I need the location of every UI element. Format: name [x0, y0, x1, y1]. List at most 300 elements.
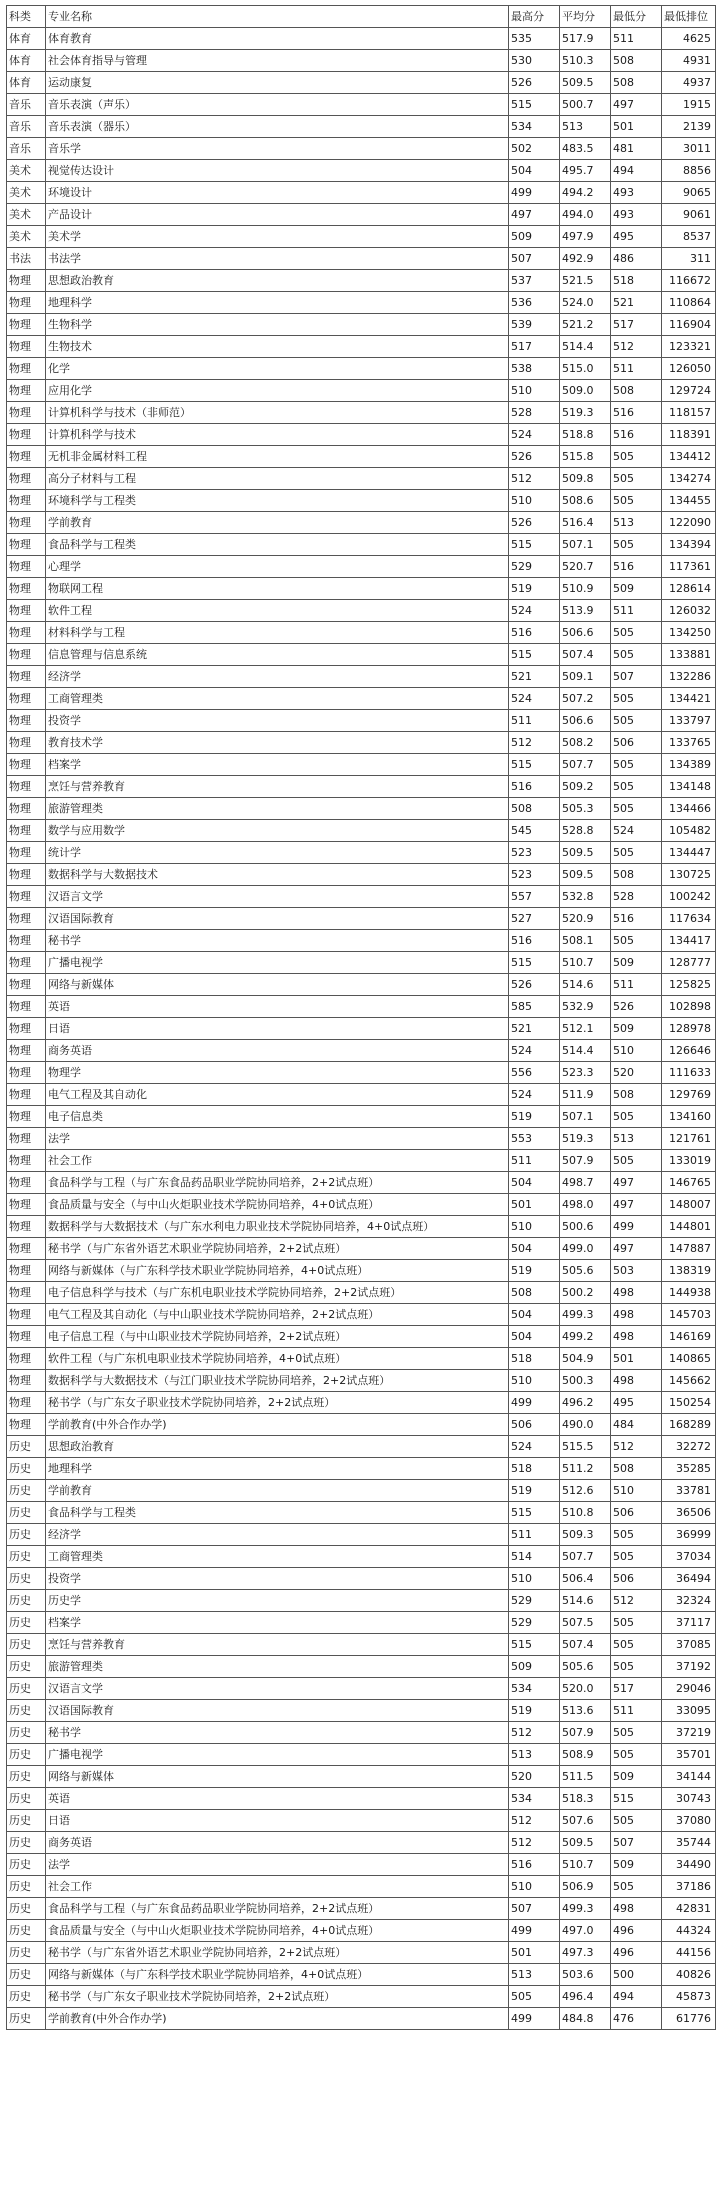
cell-category: 物理	[7, 732, 46, 754]
cell-major: 学前教育	[46, 1480, 509, 1502]
header-avg-score: 平均分	[560, 6, 611, 28]
cell-category: 历史	[7, 1920, 46, 1942]
cell-max-score: 515	[509, 754, 560, 776]
cell-major: 汉语国际教育	[46, 908, 509, 930]
cell-min-score: 498	[611, 1326, 662, 1348]
cell-major: 广播电视学	[46, 952, 509, 974]
cell-major: 汉语言文学	[46, 1678, 509, 1700]
cell-avg-score: 520.9	[560, 908, 611, 930]
cell-category: 物理	[7, 1348, 46, 1370]
cell-avg-score: 499.3	[560, 1304, 611, 1326]
cell-major: 旅游管理类	[46, 1656, 509, 1678]
cell-max-score: 516	[509, 930, 560, 952]
cell-max-score: 499	[509, 1920, 560, 1942]
cell-avg-score: 518.3	[560, 1788, 611, 1810]
cell-max-score: 511	[509, 710, 560, 732]
cell-category: 物理	[7, 710, 46, 732]
cell-min-rank: 4931	[662, 50, 716, 72]
cell-min-score: 512	[611, 1590, 662, 1612]
cell-major: 数据科学与大数据技术（与广东水利电力职业技术学院协同培养，4+0试点班）	[46, 1216, 509, 1238]
cell-avg-score: 507.9	[560, 1150, 611, 1172]
cell-max-score: 534	[509, 116, 560, 138]
table-row	[7, 1436, 716, 1458]
cell-avg-score: 513.6	[560, 1700, 611, 1722]
table-row	[7, 292, 716, 314]
cell-avg-score: 523.3	[560, 1062, 611, 1084]
cell-major: 学前教育(中外合作办学)	[46, 2008, 509, 2030]
cell-min-score: 505	[611, 842, 662, 864]
cell-avg-score: 496.4	[560, 1986, 611, 2008]
cell-major: 食品科学与工程类	[46, 1502, 509, 1524]
cell-avg-score: 509.1	[560, 666, 611, 688]
table-row	[7, 1150, 716, 1172]
cell-major: 数据科学与大数据技术	[46, 864, 509, 886]
cell-min-score: 516	[611, 402, 662, 424]
cell-min-rank: 40826	[662, 1964, 716, 1986]
cell-avg-score: 500.2	[560, 1282, 611, 1304]
cell-avg-score: 521.5	[560, 270, 611, 292]
cell-min-score: 493	[611, 204, 662, 226]
cell-max-score: 509	[509, 1656, 560, 1678]
cell-max-score: 518	[509, 1458, 560, 1480]
cell-max-score: 515	[509, 952, 560, 974]
table-row	[7, 952, 716, 974]
cell-max-score: 553	[509, 1128, 560, 1150]
cell-min-score: 497	[611, 1238, 662, 1260]
table-row	[7, 468, 716, 490]
cell-min-rank: 132286	[662, 666, 716, 688]
table-row	[7, 1348, 716, 1370]
cell-major: 商务英语	[46, 1040, 509, 1062]
cell-avg-score: 507.4	[560, 1634, 611, 1656]
cell-min-rank: 125825	[662, 974, 716, 996]
cell-major: 视觉传达设计	[46, 160, 509, 182]
table-row	[7, 226, 716, 248]
cell-min-score: 505	[611, 1876, 662, 1898]
cell-min-rank: 42831	[662, 1898, 716, 1920]
cell-min-score: 507	[611, 666, 662, 688]
cell-max-score: 505	[509, 1986, 560, 2008]
cell-min-rank: 117634	[662, 908, 716, 930]
cell-major: 旅游管理类	[46, 798, 509, 820]
cell-category: 物理	[7, 1150, 46, 1172]
cell-category: 物理	[7, 1128, 46, 1150]
cell-avg-score: 513.9	[560, 600, 611, 622]
cell-category: 体育	[7, 72, 46, 94]
table-row	[7, 1854, 716, 1876]
cell-major: 电气工程及其自动化	[46, 1084, 509, 1106]
cell-major: 经济学	[46, 1524, 509, 1546]
cell-max-score: 530	[509, 50, 560, 72]
cell-min-rank: 111633	[662, 1062, 716, 1084]
cell-max-score: 524	[509, 424, 560, 446]
cell-max-score: 536	[509, 292, 560, 314]
cell-major: 网络与新媒体（与广东科学技术职业学院协同培养，4+0试点班）	[46, 1964, 509, 1986]
cell-avg-score: 507.6	[560, 1810, 611, 1832]
table-row	[7, 974, 716, 996]
cell-avg-score: 511.2	[560, 1458, 611, 1480]
table-row	[7, 1634, 716, 1656]
cell-major: 广播电视学	[46, 1744, 509, 1766]
cell-major: 化学	[46, 358, 509, 380]
cell-category: 音乐	[7, 138, 46, 160]
cell-max-score: 504	[509, 1304, 560, 1326]
cell-category: 历史	[7, 1876, 46, 1898]
cell-min-score: 505	[611, 1810, 662, 1832]
cell-min-score: 516	[611, 424, 662, 446]
cell-max-score: 519	[509, 1106, 560, 1128]
cell-category: 物理	[7, 1326, 46, 1348]
cell-category: 物理	[7, 1216, 46, 1238]
cell-min-rank: 145703	[662, 1304, 716, 1326]
cell-avg-score: 515.0	[560, 358, 611, 380]
cell-max-score: 524	[509, 1084, 560, 1106]
cell-avg-score: 509.5	[560, 864, 611, 886]
cell-min-score: 517	[611, 314, 662, 336]
cell-min-score: 505	[611, 1524, 662, 1546]
cell-category: 历史	[7, 1634, 46, 1656]
cell-min-score: 511	[611, 974, 662, 996]
cell-min-score: 496	[611, 1920, 662, 1942]
cell-min-rank: 8856	[662, 160, 716, 182]
cell-major: 思想政治教育	[46, 1436, 509, 1458]
table-row	[7, 1414, 716, 1436]
cell-major: 材料科学与工程	[46, 622, 509, 644]
table-row	[7, 600, 716, 622]
cell-avg-score: 492.9	[560, 248, 611, 270]
cell-avg-score: 508.9	[560, 1744, 611, 1766]
cell-major: 产品设计	[46, 204, 509, 226]
cell-category: 物理	[7, 270, 46, 292]
cell-avg-score: 516.4	[560, 512, 611, 534]
table-row	[7, 534, 716, 556]
cell-max-score: 519	[509, 1480, 560, 1502]
table-row	[7, 798, 716, 820]
table-row	[7, 1524, 716, 1546]
cell-max-score: 557	[509, 886, 560, 908]
cell-max-score: 529	[509, 1612, 560, 1634]
cell-major: 美术学	[46, 226, 509, 248]
cell-major: 运动康复	[46, 72, 509, 94]
cell-min-score: 505	[611, 754, 662, 776]
cell-min-score: 505	[611, 644, 662, 666]
cell-avg-score: 510.9	[560, 578, 611, 600]
cell-min-rank: 32272	[662, 1436, 716, 1458]
header-min-rank: 最低排位	[662, 6, 716, 28]
cell-min-rank: 37186	[662, 1876, 716, 1898]
cell-max-score: 510	[509, 380, 560, 402]
cell-min-score: 509	[611, 578, 662, 600]
cell-category: 物理	[7, 644, 46, 666]
cell-avg-score: 497.3	[560, 1942, 611, 1964]
cell-min-score: 499	[611, 1216, 662, 1238]
cell-avg-score: 505.6	[560, 1260, 611, 1282]
cell-min-rank: 102898	[662, 996, 716, 1018]
cell-category: 物理	[7, 1370, 46, 1392]
cell-avg-score: 494.2	[560, 182, 611, 204]
cell-min-rank: 105482	[662, 820, 716, 842]
cell-min-rank: 35701	[662, 1744, 716, 1766]
cell-max-score: 508	[509, 798, 560, 820]
cell-avg-score: 511.5	[560, 1766, 611, 1788]
cell-avg-score: 528.8	[560, 820, 611, 842]
table-row	[7, 160, 716, 182]
cell-min-score: 508	[611, 380, 662, 402]
cell-max-score: 507	[509, 248, 560, 270]
table-row	[7, 1370, 716, 1392]
cell-category: 物理	[7, 358, 46, 380]
table-row	[7, 1128, 716, 1150]
cell-category: 物理	[7, 336, 46, 358]
cell-major: 心理学	[46, 556, 509, 578]
table-row	[7, 358, 716, 380]
cell-category: 物理	[7, 424, 46, 446]
cell-major: 秘书学	[46, 930, 509, 952]
cell-min-rank: 37034	[662, 1546, 716, 1568]
cell-avg-score: 505.3	[560, 798, 611, 820]
table-row	[7, 424, 716, 446]
table-row	[7, 204, 716, 226]
cell-min-rank: 61776	[662, 2008, 716, 2030]
cell-max-score: 523	[509, 864, 560, 886]
cell-avg-score: 532.9	[560, 996, 611, 1018]
cell-avg-score: 506.6	[560, 710, 611, 732]
table-row	[7, 1788, 716, 1810]
cell-min-rank: 32324	[662, 1590, 716, 1612]
cell-avg-score: 517.9	[560, 28, 611, 50]
cell-min-score: 510	[611, 1040, 662, 1062]
cell-max-score: 499	[509, 2008, 560, 2030]
cell-max-score: 524	[509, 1436, 560, 1458]
cell-category: 物理	[7, 952, 46, 974]
cell-min-rank: 37117	[662, 1612, 716, 1634]
cell-major: 地理科学	[46, 292, 509, 314]
table-row	[7, 1260, 716, 1282]
table-row	[7, 1062, 716, 1084]
cell-major: 计算机科学与技术（非师范）	[46, 402, 509, 424]
table-row	[7, 28, 716, 50]
cell-major: 电气工程及其自动化（与中山职业技术学院协同培养，2+2试点班）	[46, 1304, 509, 1326]
cell-avg-score: 508.1	[560, 930, 611, 952]
cell-min-score: 498	[611, 1282, 662, 1304]
cell-major: 音乐表演（声乐）	[46, 94, 509, 116]
table-row	[7, 666, 716, 688]
cell-min-score: 501	[611, 1348, 662, 1370]
cell-min-rank: 134417	[662, 930, 716, 952]
table-row	[7, 886, 716, 908]
cell-major: 软件工程	[46, 600, 509, 622]
cell-category: 物理	[7, 798, 46, 820]
cell-major: 电子信息科学与技术（与广东机电职业技术学院协同培养，2+2试点班）	[46, 1282, 509, 1304]
table-row	[7, 1986, 716, 2008]
cell-category: 物理	[7, 1414, 46, 1436]
cell-min-score: 509	[611, 1766, 662, 1788]
cell-major: 秘书学	[46, 1722, 509, 1744]
cell-max-score: 516	[509, 622, 560, 644]
cell-category: 历史	[7, 1458, 46, 1480]
cell-category: 物理	[7, 1172, 46, 1194]
cell-major: 食品科学与工程类	[46, 534, 509, 556]
cell-major: 日语	[46, 1810, 509, 1832]
cell-min-rank: 144938	[662, 1282, 716, 1304]
table-row	[7, 710, 716, 732]
cell-min-rank: 134389	[662, 754, 716, 776]
cell-category: 历史	[7, 1656, 46, 1678]
cell-max-score: 511	[509, 1150, 560, 1172]
cell-major: 网络与新媒体（与广东科学技术职业学院协同培养，4+0试点班）	[46, 1260, 509, 1282]
cell-category: 物理	[7, 1392, 46, 1414]
cell-major: 历史学	[46, 1590, 509, 1612]
cell-avg-score: 498.0	[560, 1194, 611, 1216]
cell-avg-score: 506.4	[560, 1568, 611, 1590]
cell-major: 软件工程（与广东机电职业技术学院协同培养，4+0试点班）	[46, 1348, 509, 1370]
cell-category: 历史	[7, 1480, 46, 1502]
cell-major: 食品科学与工程（与广东食品药品职业学院协同培养，2+2试点班）	[46, 1898, 509, 1920]
cell-avg-score: 518.8	[560, 424, 611, 446]
table-row	[7, 1018, 716, 1040]
cell-major: 档案学	[46, 754, 509, 776]
table-row	[7, 732, 716, 754]
cell-min-score: 495	[611, 226, 662, 248]
table-row	[7, 1392, 716, 1414]
cell-min-rank: 44156	[662, 1942, 716, 1964]
admission-score-table	[6, 5, 716, 2030]
cell-major: 统计学	[46, 842, 509, 864]
cell-major: 英语	[46, 996, 509, 1018]
table-row	[7, 864, 716, 886]
cell-avg-score: 510.7	[560, 1854, 611, 1876]
cell-category: 历史	[7, 1590, 46, 1612]
table-row	[7, 270, 716, 292]
cell-min-score: 505	[611, 1546, 662, 1568]
cell-category: 历史	[7, 1678, 46, 1700]
cell-category: 历史	[7, 1436, 46, 1458]
cell-max-score: 528	[509, 402, 560, 424]
cell-max-score: 509	[509, 226, 560, 248]
cell-min-rank: 8537	[662, 226, 716, 248]
cell-avg-score: 499.0	[560, 1238, 611, 1260]
table-row	[7, 94, 716, 116]
cell-major: 学前教育(中外合作办学)	[46, 1414, 509, 1436]
cell-major: 秘书学（与广东女子职业技术学院协同培养，2+2试点班）	[46, 1986, 509, 2008]
cell-min-rank: 4625	[662, 28, 716, 50]
table-row	[7, 1304, 716, 1326]
cell-max-score: 524	[509, 1040, 560, 1062]
cell-min-score: 505	[611, 1722, 662, 1744]
cell-avg-score: 500.3	[560, 1370, 611, 1392]
cell-category: 物理	[7, 1194, 46, 1216]
cell-min-score: 513	[611, 512, 662, 534]
cell-major: 计算机科学与技术	[46, 424, 509, 446]
cell-major: 秘书学（与广东女子职业技术学院协同培养，2+2试点班）	[46, 1392, 509, 1414]
table-row	[7, 1568, 716, 1590]
cell-max-score: 521	[509, 1018, 560, 1040]
cell-max-score: 521	[509, 666, 560, 688]
table-row	[7, 1238, 716, 1260]
cell-avg-score: 495.7	[560, 160, 611, 182]
cell-max-score: 512	[509, 1722, 560, 1744]
cell-min-score: 524	[611, 820, 662, 842]
cell-major: 社会工作	[46, 1876, 509, 1898]
cell-category: 物理	[7, 886, 46, 908]
table-row	[7, 776, 716, 798]
cell-category: 历史	[7, 1854, 46, 1876]
cell-major: 体育教育	[46, 28, 509, 50]
cell-min-score: 484	[611, 1414, 662, 1436]
cell-avg-score: 509.0	[560, 380, 611, 402]
cell-major: 工商管理类	[46, 1546, 509, 1568]
cell-avg-score: 514.4	[560, 336, 611, 358]
cell-max-score: 512	[509, 732, 560, 754]
cell-min-rank: 134394	[662, 534, 716, 556]
cell-max-score: 510	[509, 1216, 560, 1238]
cell-max-score: 513	[509, 1744, 560, 1766]
cell-min-rank: 2139	[662, 116, 716, 138]
cell-max-score: 510	[509, 1876, 560, 1898]
cell-min-score: 505	[611, 1744, 662, 1766]
cell-major: 汉语言文学	[46, 886, 509, 908]
cell-min-rank: 45873	[662, 1986, 716, 2008]
cell-min-rank: 134447	[662, 842, 716, 864]
cell-max-score: 534	[509, 1678, 560, 1700]
cell-avg-score: 483.5	[560, 138, 611, 160]
cell-category: 物理	[7, 908, 46, 930]
cell-max-score: 538	[509, 358, 560, 380]
cell-min-score: 508	[611, 864, 662, 886]
cell-major: 汉语国际教育	[46, 1700, 509, 1722]
cell-avg-score: 507.5	[560, 1612, 611, 1634]
cell-min-score: 512	[611, 1436, 662, 1458]
table-row	[7, 1964, 716, 1986]
table-row	[7, 754, 716, 776]
cell-avg-score: 521.2	[560, 314, 611, 336]
table-row	[7, 446, 716, 468]
cell-category: 体育	[7, 28, 46, 50]
cell-max-score: 507	[509, 1898, 560, 1920]
table-row	[7, 688, 716, 710]
cell-category: 物理	[7, 930, 46, 952]
cell-category: 物理	[7, 820, 46, 842]
cell-min-score: 518	[611, 270, 662, 292]
cell-avg-score: 490.0	[560, 1414, 611, 1436]
cell-min-score: 497	[611, 94, 662, 116]
cell-avg-score: 499.3	[560, 1898, 611, 1920]
cell-max-score: 537	[509, 270, 560, 292]
cell-max-score: 524	[509, 688, 560, 710]
cell-min-score: 505	[611, 468, 662, 490]
cell-max-score: 520	[509, 1766, 560, 1788]
cell-min-score: 510	[611, 1480, 662, 1502]
cell-min-score: 505	[611, 446, 662, 468]
cell-max-score: 545	[509, 820, 560, 842]
cell-max-score: 508	[509, 1282, 560, 1304]
cell-min-rank: 147887	[662, 1238, 716, 1260]
cell-max-score: 515	[509, 1634, 560, 1656]
cell-major: 教育技术学	[46, 732, 509, 754]
cell-avg-score: 507.1	[560, 534, 611, 556]
table-row	[7, 1898, 716, 1920]
cell-category: 物理	[7, 314, 46, 336]
cell-avg-score: 506.9	[560, 1876, 611, 1898]
cell-category: 历史	[7, 1744, 46, 1766]
cell-max-score: 519	[509, 1260, 560, 1282]
cell-min-rank: 116672	[662, 270, 716, 292]
cell-min-score: 505	[611, 1634, 662, 1656]
cell-max-score: 512	[509, 1810, 560, 1832]
cell-min-score: 508	[611, 1084, 662, 1106]
cell-min-score: 481	[611, 138, 662, 160]
cell-min-score: 509	[611, 1018, 662, 1040]
